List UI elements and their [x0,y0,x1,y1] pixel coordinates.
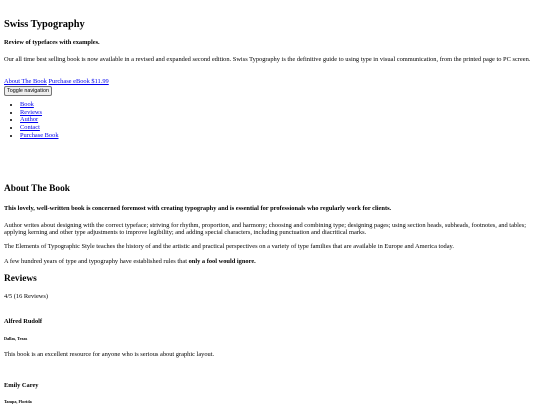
reviews-rating: 4/5 (16 Reviews) [4,293,49,300]
reviewer-name: Alfred Rudolf [4,318,43,325]
header-links [4,78,109,85]
nav-link-book[interactable]: Book [20,101,34,108]
about-paragraph-3-emphasis: only a fool would ignore. [188,258,256,265]
nav-link-author[interactable]: Author [20,116,39,124]
toggle-navigation-button[interactable]: Toggle navigation [4,86,52,96]
about-paragraph-1: Author writes about designing with the correct typeface; striving for rhythm, proportion, and harmony; choosing and combining type; designing pages; using section heads, subheads, footnotes, and tables; applying kerning and other type adjustments to improve legibility; and adding special characters, including punctuation and diacritical marks. [4,222,526,237]
about-paragraph-2: The Elements of Typographic Style teaches the history of and the artistic and practical perspectives on a variety of type families that are available in Europe and America today. [4,243,454,250]
about-lead: This lovely, well-written book is concerned foremost with creating typography and is essential for professionals who regularly work for clients. [4,205,392,212]
about-book-link[interactable]: About The Book [4,78,47,85]
reviewer-location: Dallas, Texas [4,336,28,341]
nav-item-purchase-book [20,132,59,140]
about-heading: About The Book [4,184,70,194]
intro-text: Our all time best selling book is now available in a revised and expanded second edition. Swiss Typography is the definitive guide to using type in visual communication, from the printed page to PC screen. [4,56,531,63]
nav-item-author [20,116,59,124]
nav-item-book [20,101,59,109]
nav-menu [20,101,59,140]
reviews-heading: Reviews [4,274,37,284]
site-tagline: Review of typefaces with examples. [4,39,100,46]
nav-link-purchase-book[interactable]: Purchase Book [20,131,59,139]
nav-item-contact [20,124,59,132]
reviewer-location: Tampa, Florida [4,399,32,404]
nav-item-reviews [20,109,59,117]
about-paragraph-3-text: A few hundred years of type and typography have established rules that [4,258,189,265]
review-text: This book is an excellent resource for anyone who is serious about graphic layout. [4,351,215,358]
purchase-ebook-link[interactable]: Purchase eBook $11.99 [48,78,109,85]
reviewer-name: Emily Carey [4,382,39,389]
about-paragraph-3 [4,258,256,265]
nav-link-contact[interactable]: Contact [20,124,40,132]
site-title: Swiss Typography [4,19,85,30]
nav-link-reviews[interactable]: Reviews [20,108,43,116]
